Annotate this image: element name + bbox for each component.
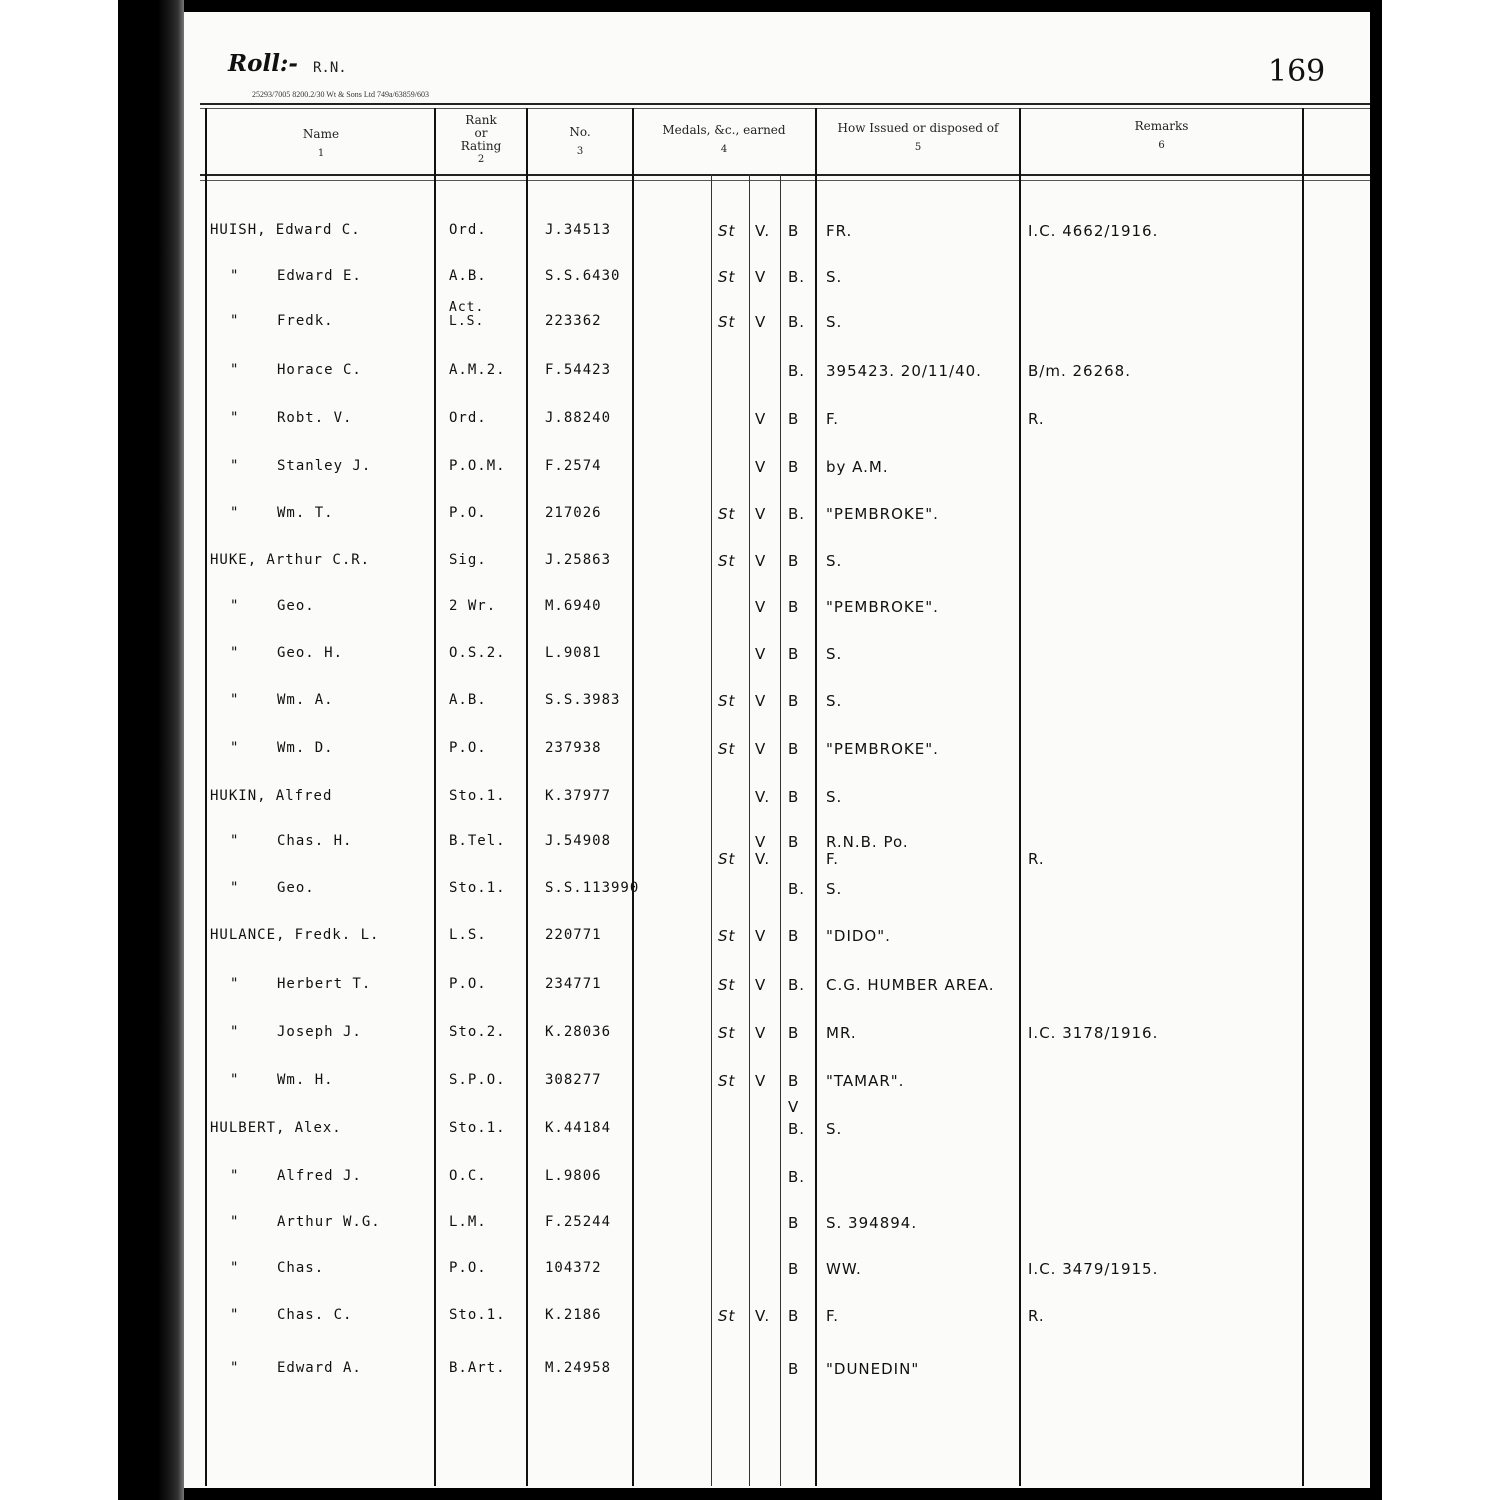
row-forename: Robt. V. <box>277 410 353 426</box>
row-forename: Alfred <box>275 788 333 804</box>
row-forename: Chas. C. <box>277 1307 353 1323</box>
row-issued: S. <box>826 552 843 570</box>
row-medal-victory: V <box>755 505 767 523</box>
row-issued: FR. <box>826 222 853 240</box>
row-forename: Horace C. <box>277 362 362 378</box>
row-medal-victory: V <box>755 976 767 994</box>
row-medal-british: B <box>788 833 800 851</box>
row-service-number: K.44184 <box>545 1120 612 1136</box>
row-forename: Wm. H. <box>277 1072 334 1088</box>
row-medal-victory: V. <box>755 850 771 868</box>
row-surname: " <box>230 362 240 378</box>
row-issued: S. <box>826 788 843 806</box>
row-issued: 395423. 20/11/40. <box>826 362 982 380</box>
row-service-number: 217026 <box>545 505 602 521</box>
row-remarks: I.C. 3479/1915. <box>1028 1260 1159 1278</box>
row-issued: by A.M. <box>826 458 889 476</box>
roll-label: Roll:- <box>228 50 298 77</box>
row-rank: Act. L.S. <box>449 300 485 329</box>
row-service-number: 237938 <box>545 740 602 756</box>
row-medal-british: B <box>788 1307 800 1325</box>
row-forename: Arthur C.R. <box>266 552 371 568</box>
row-medal-british: B. <box>788 1168 806 1186</box>
row-rank: Sto.1. <box>449 1307 506 1323</box>
col-header-issued: How Issued or disposed of 5 <box>837 121 999 153</box>
row-medal-victory: V <box>755 833 767 851</box>
row-rank: Sto.2. <box>449 1024 506 1040</box>
medal-divider-2 <box>749 174 750 1486</box>
row-rank: O.S.2. <box>449 645 506 661</box>
row-forename: Herbert T. <box>277 976 372 992</box>
row-medal-british: B. <box>788 268 806 286</box>
row-surname: " <box>230 740 240 756</box>
row-rank: Sto.1. <box>449 788 506 804</box>
row-surname: " <box>230 692 240 708</box>
row-rank: 2 Wr. <box>449 598 497 614</box>
row-service-number: F.25244 <box>545 1214 612 1230</box>
row-service-number: 308277 <box>545 1072 602 1088</box>
medal-divider-1 <box>711 174 712 1486</box>
row-service-number: K.2186 <box>545 1307 602 1323</box>
row-medal-star: St <box>718 505 736 523</box>
row-forename: Arthur W.G. <box>277 1214 381 1230</box>
row-issued: S. <box>826 692 843 710</box>
row-service-number: J.25863 <box>545 552 612 568</box>
row-remarks: R. <box>1028 1307 1045 1325</box>
row-rank: Ord. <box>449 410 487 426</box>
row-medal-british: B <box>788 1360 800 1378</box>
row-medal-victory: V <box>755 645 767 663</box>
row-medal-star: St <box>718 740 736 758</box>
row-medal-star: St <box>718 1072 736 1090</box>
row-issued: MR. <box>826 1024 857 1042</box>
col-header-remarks: Remarks 6 <box>1134 119 1189 151</box>
row-surname: " <box>230 410 240 426</box>
row-medal-british: B <box>788 1260 800 1278</box>
printer-note: 25293/7005 8200.2/30 Wt & Sons Ltd 749a/63859/603 <box>252 90 429 99</box>
row-surname: " <box>230 833 240 849</box>
row-issued: S. <box>826 880 843 898</box>
row-service-number: K.28036 <box>545 1024 612 1040</box>
header-top-rule-2 <box>200 108 1370 109</box>
col-header-name: Name 1 <box>302 127 340 159</box>
row-medal-victory: V <box>755 598 767 616</box>
row-forename: Joseph J. <box>277 1024 362 1040</box>
row-rank: Sto.1. <box>449 1120 506 1136</box>
row-medal-british: B <box>788 740 800 758</box>
row-rank: P.O. <box>449 1260 487 1276</box>
row-medal-british: B. <box>788 313 806 331</box>
row-forename: Alex. <box>294 1120 342 1136</box>
medal-divider-3 <box>780 174 781 1486</box>
col-divider-5 <box>1019 108 1021 1486</box>
row-medal-victory: V. <box>755 788 771 806</box>
row-medal-victory: V <box>755 313 767 331</box>
row-remarks: I.C. 3178/1916. <box>1028 1024 1159 1042</box>
row-issued: S. 394894. <box>826 1214 918 1232</box>
row-medal-british: B. <box>788 976 806 994</box>
row-service-number: L.9806 <box>545 1168 602 1184</box>
row-medal-british: B <box>788 222 800 240</box>
row-medal-star: St <box>718 927 736 945</box>
row-surname: " <box>230 645 240 661</box>
row-medal-british: B <box>788 410 800 428</box>
col-header-medals: Medals, &c., earned 4 <box>662 123 786 155</box>
row-issued: "PEMBROKE". <box>826 598 939 616</box>
header-bottom-rule-2 <box>200 180 1370 181</box>
row-rank: L.S. <box>449 927 487 943</box>
row-medal-star: St <box>718 1024 736 1042</box>
row-surname: " <box>230 1360 240 1376</box>
row-medal-star: St <box>718 313 736 331</box>
row-remarks: R. <box>1028 850 1045 868</box>
col-divider-2 <box>526 108 528 1486</box>
row-medal-victory: V <box>755 1024 767 1042</box>
row-service-number: S.S.113990 <box>545 880 640 896</box>
row-rank: P.O. <box>449 976 487 992</box>
row-service-number: M.6940 <box>545 598 602 614</box>
row-forename: Chas. <box>277 1260 325 1276</box>
row-forename: Geo. <box>277 598 315 614</box>
row-service-number: 234771 <box>545 976 602 992</box>
row-surname: " <box>230 1072 240 1088</box>
row-medal-british: B <box>788 927 800 945</box>
row-rank: Sig. <box>449 552 487 568</box>
row-medal-star: St <box>718 268 736 286</box>
row-medal-star: St <box>718 692 736 710</box>
row-rank: L.M. <box>449 1214 487 1230</box>
row-medal-british: B. <box>788 880 806 898</box>
col-divider-1 <box>434 108 436 1486</box>
row-surname: " <box>230 458 240 474</box>
row-surname: " <box>230 1307 240 1323</box>
row-surname: " <box>230 598 240 614</box>
row-surname: " <box>230 976 240 992</box>
page-number: 169 <box>1268 54 1326 89</box>
row-issued: "DUNEDIN" <box>826 1360 920 1378</box>
row-medal-british: B <box>788 692 800 710</box>
row-medal-british: B. <box>788 505 806 523</box>
row-surname: " <box>230 268 240 284</box>
row-service-number: J.34513 <box>545 222 612 238</box>
row-issued: S. <box>826 268 843 286</box>
row-medal-british: B <box>788 1024 800 1042</box>
row-issued: WW. <box>826 1260 862 1278</box>
row-medal-british: B <box>788 788 800 806</box>
row-rank: Sto.1. <box>449 880 506 896</box>
row-medal-star: St <box>718 1307 736 1325</box>
row-forename: Alfred J. <box>277 1168 362 1184</box>
row-remarks: B/m. 26268. <box>1028 362 1131 380</box>
row-medal-british: B <box>788 1072 800 1090</box>
row-issued: C.G. HUMBER AREA. <box>826 976 995 994</box>
header-top-rule <box>200 103 1370 105</box>
row-issued: F. <box>826 410 839 428</box>
row-medal-victory: V. <box>755 222 771 240</box>
row-surname: " <box>230 1260 240 1276</box>
col-divider-6 <box>1302 108 1304 1486</box>
row-issued: "DIDO". <box>826 927 891 945</box>
row-service-number: L.9081 <box>545 645 602 661</box>
row-rank: P.O.M. <box>449 458 506 474</box>
row-rank: B.Art. <box>449 1360 506 1376</box>
row-rank: P.O. <box>449 505 487 521</box>
row-medal-victory: V <box>755 927 767 945</box>
row-surname: HULBERT, <box>210 1120 286 1136</box>
row-service-number: S.S.6430 <box>545 268 621 284</box>
row-surname: HUISH, <box>210 222 267 238</box>
row-medal-victory: V <box>755 458 767 476</box>
row-rank: A.M.2. <box>449 362 506 378</box>
row-medal-british: B. <box>788 362 806 380</box>
row-medal-british: B. <box>788 1120 806 1138</box>
row-medal-star: St <box>718 976 736 994</box>
row-medal-victory: V <box>755 410 767 428</box>
row-service-number: M.24958 <box>545 1360 612 1376</box>
row-rank: A.B. <box>449 268 487 284</box>
row-rank: B.Tel. <box>449 833 506 849</box>
row-remarks: R. <box>1028 410 1045 428</box>
row-rank: A.B. <box>449 692 487 708</box>
row-forename: Geo. H. <box>277 645 344 661</box>
row-forename: Stanley J. <box>277 458 372 474</box>
row-medal-victory: V <box>755 268 767 286</box>
row-surname: " <box>230 1024 240 1040</box>
row-service-number: F.54423 <box>545 362 612 378</box>
row-issued: F. <box>826 850 839 868</box>
roll-value: R.N. <box>313 60 347 76</box>
row-issued: F. <box>826 1307 839 1325</box>
row-forename: Edward A. <box>277 1360 362 1376</box>
row-issued: S. <box>826 313 843 331</box>
col-header-number: No. 3 <box>569 125 591 157</box>
row-medal-victory: V <box>755 1072 767 1090</box>
row-medal-victory: V. <box>755 1307 771 1325</box>
row-service-number: J.54908 <box>545 833 612 849</box>
row-surname: " <box>230 505 240 521</box>
row-forename: Edward E. <box>277 268 362 284</box>
row-medal-star: St <box>718 222 736 240</box>
row-medal-victory: V <box>755 692 767 710</box>
binding-edge <box>118 0 184 1500</box>
row-forename: Edward C. <box>275 222 361 238</box>
col-divider-0 <box>205 108 207 1486</box>
row-medal-british: B <box>788 458 800 476</box>
row-service-number: J.88240 <box>545 410 612 426</box>
row-forename: Chas. H. <box>277 833 353 849</box>
row-service-number: 223362 <box>545 313 602 329</box>
row-medal-british: B <box>788 552 800 570</box>
row-medal-star: St <box>718 552 736 570</box>
header-bottom-rule <box>200 174 1370 176</box>
col-divider-4 <box>815 108 817 1486</box>
row-forename: Fredk. <box>277 313 334 329</box>
row-rank: Ord. <box>449 222 487 238</box>
row-issued: "PEMBROKE". <box>826 740 939 758</box>
row-service-number: K.37977 <box>545 788 612 804</box>
row-surname: " <box>230 880 240 896</box>
row-service-number: 220771 <box>545 927 602 943</box>
row-remarks: I.C. 4662/1916. <box>1028 222 1159 240</box>
row-forename: Wm. D. <box>277 740 334 756</box>
row-forename: Fredk. L. <box>294 927 380 943</box>
row-issued: S. <box>826 1120 843 1138</box>
col-header-rank: Rank or Rating 2 <box>460 113 502 165</box>
row-forename: Wm. T. <box>277 505 334 521</box>
row-surname: HUKE, <box>210 552 258 568</box>
row-rank: S.P.O. <box>449 1072 506 1088</box>
row-medal-victory: V <box>755 740 767 758</box>
row-surname: HULANCE, <box>210 927 286 943</box>
row-medal-british: B <box>788 1214 800 1232</box>
row-forename: Geo. <box>277 880 315 896</box>
row-medal-british: V <box>788 1098 800 1116</box>
row-medal-star: St <box>718 850 736 868</box>
row-medal-british: B <box>788 598 800 616</box>
row-surname: " <box>230 1214 240 1230</box>
row-service-number: 104372 <box>545 1260 602 1276</box>
row-rank: O.C. <box>449 1168 487 1184</box>
row-medal-british: B <box>788 645 800 663</box>
row-surname: HUKIN, <box>210 788 267 804</box>
row-rank: P.O. <box>449 740 487 756</box>
row-issued: "TAMAR". <box>826 1072 905 1090</box>
row-service-number: F.2574 <box>545 458 602 474</box>
row-issued: S. <box>826 645 843 663</box>
row-surname: " <box>230 313 240 329</box>
col-divider-3 <box>632 108 634 1486</box>
row-forename: Wm. A. <box>277 692 334 708</box>
row-surname: " <box>230 1168 240 1184</box>
row-issued: R.N.B. Po. <box>826 833 909 851</box>
row-medal-victory: V <box>755 552 767 570</box>
row-service-number: S.S.3983 <box>545 692 621 708</box>
row-issued: "PEMBROKE". <box>826 505 939 523</box>
